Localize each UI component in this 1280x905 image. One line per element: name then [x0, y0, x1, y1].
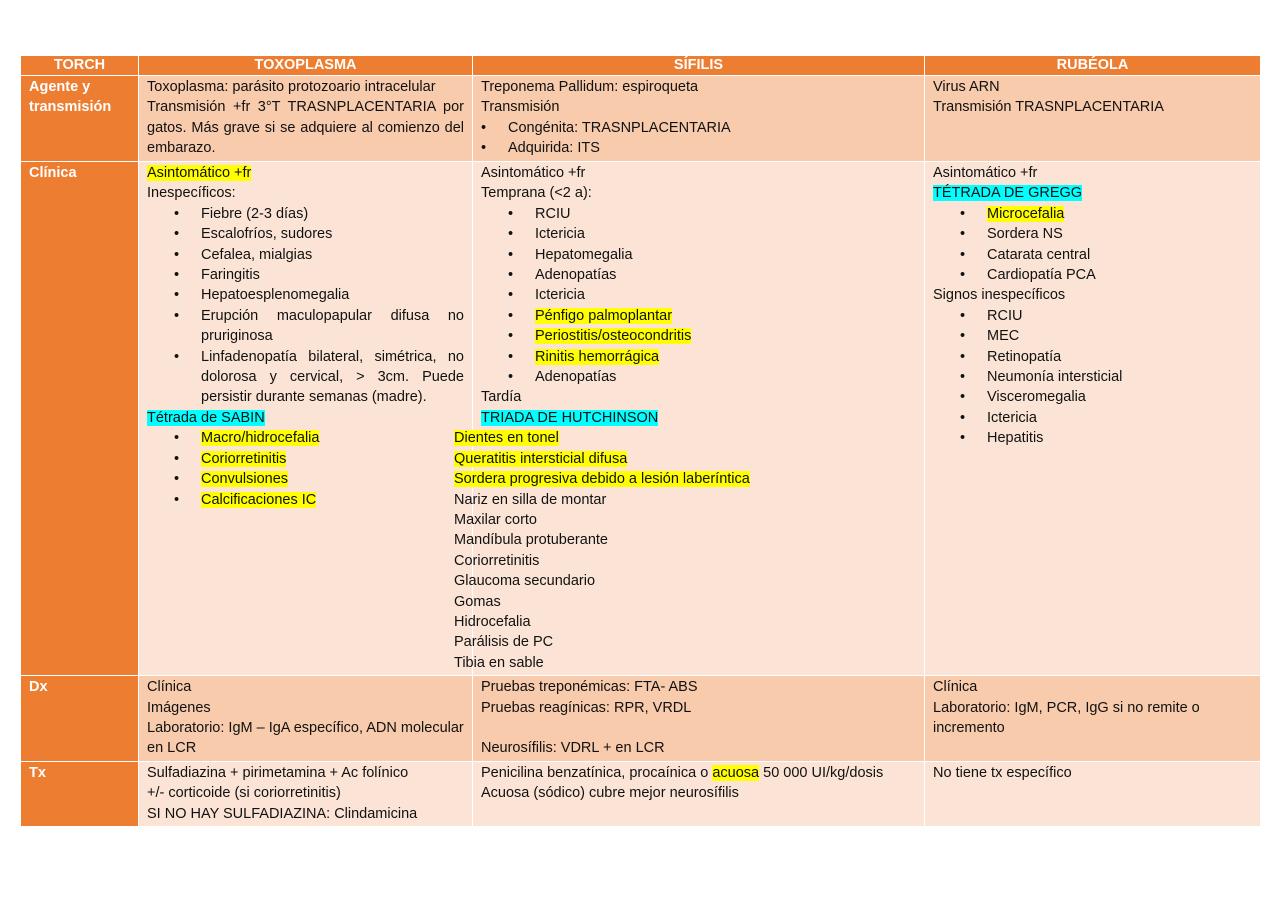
sifilis-temprana-item: • Hepatomegalia	[481, 245, 916, 265]
rubeola-tetrada-item: • Catarata central	[933, 245, 1252, 265]
sifilis-tardia-item: Coriorretinitis	[454, 552, 540, 569]
rubeola-tx	[925, 761, 1261, 826]
toxo-tx-line: Sulfadiazina + pirimetamina + Ac folínico	[147, 764, 409, 781]
toxo-dx-line: Laboratorio: IgM – IgA específico, ADN molecular en LCR	[147, 719, 464, 757]
sifilis-tardia-list	[454, 428, 916, 673]
toxo-tx	[139, 761, 473, 826]
rubeola-agente-line2: Transmisión TRASNPLACENTARIA	[933, 99, 1164, 116]
rubeola-tx-line: No tiene tx específico	[933, 764, 1072, 781]
sifilis-dx-line: Pruebas reagínicas: RPR, VRDL	[481, 699, 692, 716]
toxo-asintomatico: Asintomático +fr	[147, 165, 252, 181]
sifilis-temprana-item: • RCIU	[481, 204, 916, 224]
sifilis-triada-item: Queratitis intersticial difusa	[454, 450, 628, 467]
rubeola-signo-item: • Retinopatía	[933, 347, 1252, 367]
toxo-agente-line2: Transmisión +fr 3°T TRASNPLACENTARIA por gatos. Más grave si se adquiere al comienzo del embarazo.	[147, 99, 464, 157]
sifilis-tardia-item: Maxilar corto	[454, 511, 537, 528]
sifilis-tardia-item: Nariz en silla de montar	[454, 491, 607, 508]
toxo-symptom: • Faringitis	[147, 265, 464, 285]
sifilis-temprana-item: • Ictericia	[481, 285, 916, 305]
rubeola-signo-item: • Hepatitis	[933, 428, 1252, 448]
sifilis-temprana-item: Rinitis hemorrágica	[535, 348, 660, 365]
toxo-tx-line: SI NO HAY SULFADIAZINA: Clindamicina	[147, 805, 418, 822]
sifilis-dx-line: Pruebas treponémicas: FTA- ABS	[481, 679, 698, 696]
rubeola-signo-item: • Neumonía intersticial	[933, 367, 1252, 387]
sifilis-agente-line2: Transmisión	[481, 99, 560, 116]
toxo-tetrada-item: Coriorretinitis	[201, 450, 287, 467]
rubeola-dx-line: Clínica	[933, 679, 978, 696]
rubeola-agente	[925, 76, 1261, 162]
rubeola-signo-item: • Ictericia	[933, 408, 1252, 428]
sifilis-tx-pre: Penicilina benzatínica, procaínica o	[481, 764, 713, 781]
toxo-tetrada-sabin: Tétrada de SABIN	[147, 409, 265, 426]
rubeola-clinica	[925, 162, 1261, 676]
toxo-dx-line: Clínica	[147, 679, 192, 696]
toxo-inespecificos: Inespecíficos:	[147, 185, 236, 202]
rubeola-agente-line1: Virus ARN	[933, 79, 1000, 95]
sifilis-temprana-item: Pénfigo palmoplantar	[535, 307, 673, 324]
rubeola-dx	[925, 676, 1261, 762]
rubeola-signo-item: • MEC	[933, 326, 1252, 346]
toxo-tetrada-item: Calcificaciones IC	[201, 491, 317, 508]
toxo-dx	[139, 676, 473, 762]
sifilis-dx-line: Neurosífilis: VDRL + en LCR	[481, 740, 665, 757]
sifilis-tardia-item: Gomas	[454, 593, 501, 610]
rubeola-signos: Signos inespecíficos	[933, 287, 1066, 304]
torch-table	[20, 55, 1261, 827]
sifilis-tardia-item: Mandíbula protuberante	[454, 532, 608, 549]
sifilis-tx-highlight: acuosa	[712, 764, 760, 781]
toxo-symptom: • Hepatoesplenomegalia	[147, 285, 464, 305]
toxo-agente-line1: Toxoplasma: parásito protozoario intracelular	[147, 79, 436, 95]
sifilis-triada-hutchinson: TRIADA DE HUTCHINSON	[481, 409, 659, 426]
toxo-tx-line: +/- corticoide (si coriorretinitis)	[147, 785, 341, 802]
toxo-dx-line: Imágenes	[147, 699, 211, 716]
sifilis-agente-item: • Adquirida: ITS	[481, 138, 916, 158]
toxo-tetrada-item: Macro/hidrocefalia	[201, 430, 320, 447]
rubeola-dx-line: Laboratorio: IgM, PCR, IgG si no remite o incremento	[933, 699, 1200, 736]
header-torch: TORCH	[21, 56, 139, 76]
row-label-dx: Dx	[21, 676, 139, 762]
rubeola-tetrada-gregg: TÉTRADA DE GREGG	[933, 185, 1083, 202]
sifilis-tardia: Tardía	[481, 389, 522, 406]
rubeola-asintomatico: Asintomático +fr	[933, 165, 1038, 181]
rubeola-tetrada-item: Microcefalia	[987, 205, 1065, 222]
header-rubeola: RUBÉOLA	[925, 56, 1261, 76]
row-label-clinica: Clínica	[21, 162, 139, 676]
sifilis-tx	[473, 761, 925, 826]
rubeola-tetrada-item: • Cardiopatía PCA	[933, 265, 1252, 285]
sifilis-agente-item: • Congénita: TRASNPLACENTARIA	[481, 118, 916, 138]
sifilis-temprana-item: • Ictericia	[481, 224, 916, 244]
sifilis-tx-line2: Acuosa (sódico) cubre mejor neurosífilis	[481, 785, 739, 802]
toxo-symptom: • Cefalea, mialgias	[147, 245, 464, 265]
rubeola-signo-item: • Visceromegalia	[933, 387, 1252, 407]
toxo-symptom: • Fiebre (2-3 días)	[147, 204, 464, 224]
sifilis-agente-line1: Treponema Pallidum: espiroqueta	[481, 79, 699, 95]
sifilis-tardia-item: Glaucoma secundario	[454, 573, 596, 590]
sifilis-tardia-item: Parálisis de PC	[454, 634, 554, 651]
toxo-tetrada-item: Convulsiones	[201, 471, 289, 488]
rubeola-signo-item: • RCIU	[933, 306, 1252, 326]
toxo-agente	[139, 76, 473, 162]
sifilis-agente	[473, 76, 925, 162]
row-label-agente: Agente y transmisión	[21, 76, 139, 162]
toxo-clinica	[139, 162, 473, 676]
row-label-tx: Tx	[21, 761, 139, 826]
toxo-symptom: • Linfadenopatía bilateral, simétrica, no dolorosa y cervical, > 3cm. Puede persistir durante semanas (madre).	[147, 347, 464, 408]
sifilis-temprana-item: Periostitis/osteocondritis	[535, 328, 692, 345]
toxo-symptom: • Escalofríos, sudores	[147, 224, 464, 244]
sifilis-temprana-item: • Adenopatías	[481, 367, 916, 387]
sifilis-triada-item: Sordera progresiva debido a lesión laberíntica	[454, 471, 750, 488]
sifilis-asintomatico: Asintomático +fr	[481, 165, 586, 181]
sifilis-tardia-item: Hidrocefalia	[454, 613, 531, 630]
header-toxoplasma: TOXOPLASMA	[139, 56, 473, 76]
sifilis-tardia-item: Tibia en sable	[454, 654, 544, 671]
rubeola-tetrada-item: • Sordera NS	[933, 224, 1252, 244]
sifilis-dx	[473, 676, 925, 762]
sifilis-clinica	[454, 162, 925, 676]
toxo-symptom: • Erupción maculopapular difusa no pruriginosa	[147, 306, 464, 347]
sifilis-tx-post: 50 000 UI/kg/dosis	[759, 764, 884, 781]
sifilis-triada-item: Dientes en tonel	[454, 430, 559, 447]
sifilis-temprana: Temprana (<2 a):	[481, 185, 592, 202]
header-sifilis: SÍFILIS	[473, 56, 925, 76]
sifilis-temprana-item: • Adenopatías	[481, 265, 916, 285]
